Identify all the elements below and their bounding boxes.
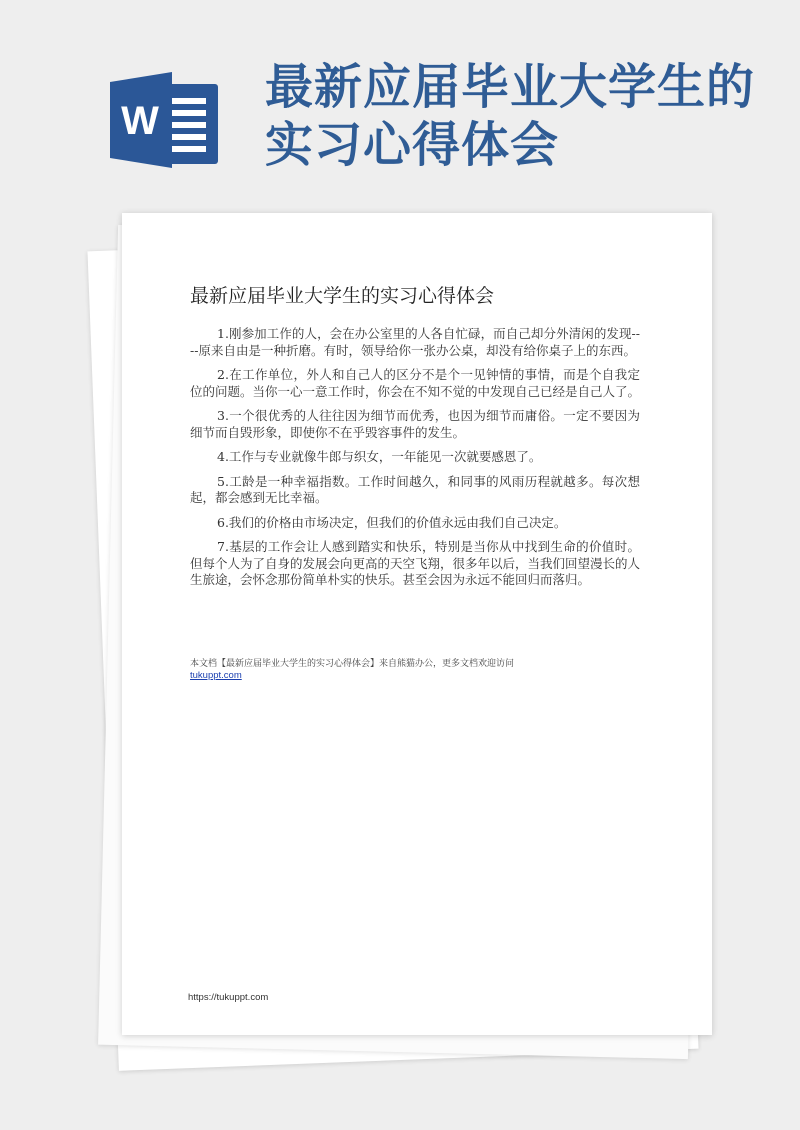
paragraph-1: 1.刚参加工作的人，会在办公室里的人各自忙碌，而自己却分外清闲的发现----原来自由是一种折磨。有时，领导给你一张办公桌，却没有给你桌子上的东西。 [190,326,640,358]
document-body [190,326,640,597]
paragraph-6: 6.我们的价格由市场决定，但我们的价值永远由我们自己决定。 [217,514,567,530]
paragraph-7: 7.基层的工作会让人感到踏实和快乐，特别是当你从中找到生命的价值时。但每个人为了自身的发展会向更高的天空飞翔，很多年以后，当我们回望漫长的人生旅途，会怀念那份简单朴实的快乐。甚至会因为永远不能回归而落归。 [190,539,641,587]
paragraph-5: 5.工龄是一种幸福指数。工作时间越久，和同事的风雨历程就越多。每次想起，都会感到无比幸福。 [190,473,640,505]
document-page [122,213,712,1035]
header-banner [0,0,800,205]
page-footer-url: https://tukuppt.com [188,992,269,1003]
paragraph-4: 4.工作与专业就像牛郎与织女，一年能见一次就要感恩了。 [217,449,542,464]
document-title: 最新应届毕业大学生的实习心得体会 [190,285,495,307]
paragraph-2: 2.在工作单位，外人和自己人的区分不是个一见钟情的事情，而是个自我定位的问题。当你一心一意工作时，你会在不知不觉的中发现自己已经是自己人了。 [190,367,641,399]
banner-title [265,58,785,174]
word-document-icon [110,72,220,168]
word-icon-letter: W [121,99,159,143]
source-link[interactable]: tukuppt.com [190,670,242,681]
banner-title-line1: 最新应届毕业大学生的 [265,59,756,115]
banner-title-line2: 实习心得体会 [265,117,560,173]
paragraph-3: 3.一个很优秀的人往往因为细节而优秀，也因为细节而庸俗。一定不要因为细节而自毁形象，即使你不在乎毁容事件的发生。 [190,408,640,440]
source-note: 本文档【最新应届毕业大学生的实习心得体会】来自熊猫办公，更多文档欢迎访问 [190,659,515,669]
